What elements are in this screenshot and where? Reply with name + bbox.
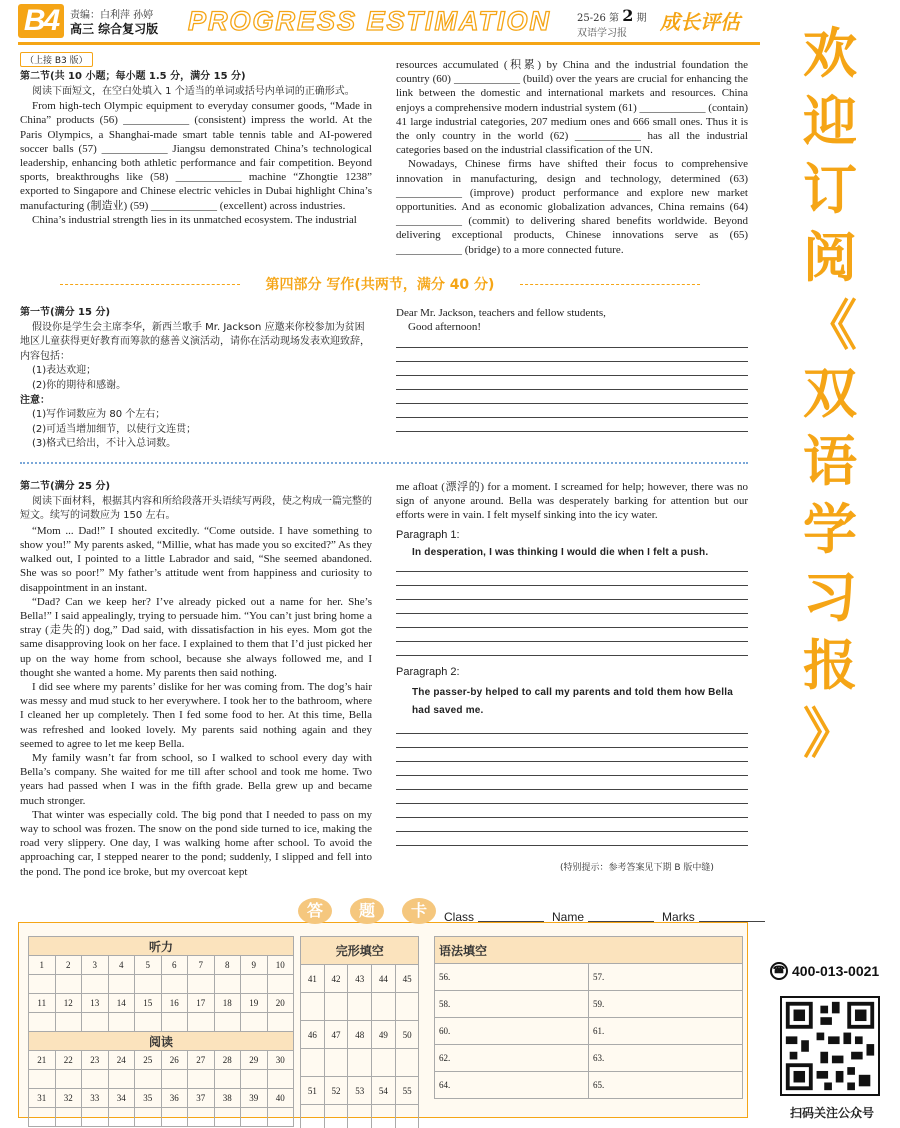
issue-prefix: 25-26 第 (577, 13, 620, 24)
answer-blank[interactable] (324, 1049, 348, 1077)
card-title-char: 卡 (402, 898, 436, 924)
answer-cell[interactable]: 50 (395, 1021, 419, 1049)
phone-number: 400-013-0021 (792, 963, 880, 979)
letter-answer-area (396, 306, 748, 432)
slogan-char: 订 (803, 158, 857, 221)
answer-cell[interactable]: 32 (55, 1089, 82, 1108)
letter-opening: Good afternoon! (408, 321, 482, 334)
answer-cell[interactable]: 10 (267, 956, 294, 975)
writing-lines[interactable] (396, 334, 748, 432)
edition-label: 高三 综合复习版 (70, 22, 159, 36)
qr-caption: 扫码关注公众号 (789, 1106, 874, 1120)
answer-blank[interactable] (241, 1013, 268, 1032)
grammar-answer-cell[interactable]: 57. (589, 964, 743, 991)
answer-blank[interactable] (55, 1070, 82, 1089)
paragraph-2-label: Paragraph 2: (396, 665, 460, 678)
answer-blank[interactable] (301, 1049, 325, 1077)
answer-cell[interactable]: 12 (55, 994, 82, 1013)
writing-line[interactable] (396, 642, 748, 656)
answer-blank[interactable] (372, 1105, 396, 1128)
section-instructions: 阅读下面短文，在空白处填入 1 个适当的单词或括号内单词的正确形式。 (32, 85, 355, 97)
answer-blank[interactable] (324, 993, 348, 1021)
answer-cell[interactable]: 18 (214, 994, 241, 1013)
writing-lines[interactable] (396, 558, 748, 656)
writing-line[interactable] (396, 748, 748, 762)
story-paragraph: I did see where my parents’ dislike for her was coming from. The dog’s hair was messy and mud stuck to her everywhere. I took her to the bathroom, where I cleaned her up completely. Then I fed some food to her. At this time, Bella was refreshed and looked lovely. My parents said nothing again and they seemed to agree to let me keep Bella. (20, 681, 372, 750)
answer-blank[interactable] (267, 1108, 294, 1127)
grammar-grid (434, 936, 743, 1099)
writing-line[interactable] (396, 628, 748, 642)
part-title: 第四部分 写作(共两节，满分 40 分) (265, 277, 495, 293)
writing-line[interactable] (396, 572, 748, 586)
writing-task-2-left (20, 480, 372, 879)
answer-cell[interactable]: 6 (161, 956, 188, 975)
answer-cell[interactable]: 48 (348, 1021, 372, 1049)
answer-cell[interactable]: 41 (301, 965, 325, 993)
answer-blank[interactable] (372, 1049, 396, 1077)
answer-cell[interactable]: 17 (188, 994, 215, 1013)
answer-cell[interactable]: 33 (82, 1089, 109, 1108)
slogan-char: 习 (803, 566, 857, 629)
answer-cell[interactable]: 21 (29, 1051, 56, 1070)
answer-blank[interactable] (301, 993, 325, 1021)
answer-blank[interactable] (108, 1070, 135, 1089)
grammar-answer-cell[interactable]: 61. (589, 1018, 743, 1045)
writing-line[interactable] (396, 348, 748, 362)
subscription-banner (760, 0, 900, 1128)
grammar-section-left (20, 70, 372, 227)
answer-blank[interactable] (55, 1013, 82, 1032)
answer-cell[interactable]: 23 (82, 1051, 109, 1070)
slogan-char: 报 (803, 634, 857, 697)
grammar-answer-cell[interactable]: 59. (589, 991, 743, 1018)
card-title-char: 题 (350, 898, 384, 924)
answer-cell[interactable]: 54 (372, 1077, 396, 1105)
answer-blank[interactable] (29, 1070, 56, 1089)
paragraph-1-opening: In desperation, I was thinking I would die when I felt a push. (412, 546, 709, 558)
answer-cell[interactable]: 51 (301, 1077, 325, 1105)
answer-blank[interactable] (267, 1070, 294, 1089)
answer-cell[interactable]: 34 (108, 1089, 135, 1108)
answer-blank[interactable] (214, 1070, 241, 1089)
answer-blank[interactable] (55, 975, 82, 994)
page-badge: B4 (18, 4, 64, 38)
cloze-grid (300, 936, 419, 1128)
qr-code-icon[interactable] (780, 996, 880, 1096)
answer-cell[interactable]: 8 (214, 956, 241, 975)
paragraph-1-label: Paragraph 1: (396, 528, 460, 541)
answer-cell[interactable]: 14 (108, 994, 135, 1013)
issue-number (577, 6, 647, 25)
writing-line[interactable] (396, 832, 748, 846)
answer-cell[interactable]: 36 (161, 1089, 188, 1108)
answer-blank[interactable] (29, 1013, 56, 1032)
grammar-answer-cell[interactable]: 56. (435, 964, 589, 991)
writing-line[interactable] (396, 390, 748, 404)
answer-cell[interactable]: 35 (135, 1089, 162, 1108)
task-note: (3)格式已给出，不计入总词数。 (32, 438, 177, 450)
answer-cell[interactable]: 20 (267, 994, 294, 1013)
slogan-char: 》 (803, 702, 857, 765)
answer-blank[interactable] (188, 1070, 215, 1089)
answer-cell[interactable]: 49 (372, 1021, 396, 1049)
answer-blank[interactable] (395, 1049, 419, 1077)
section-divider (20, 462, 748, 464)
answer-blank[interactable] (241, 1070, 268, 1089)
answer-blank[interactable] (214, 1013, 241, 1032)
answer-cell[interactable]: 28 (214, 1051, 241, 1070)
task-note: (1)写作词数应为 80 个左右； (32, 409, 166, 421)
class-label: Class (444, 910, 475, 924)
grid-header: 语法填空 (435, 937, 743, 964)
answer-cell[interactable]: 44 (372, 965, 396, 993)
answer-blank[interactable] (324, 1105, 348, 1128)
answer-blank[interactable] (108, 1013, 135, 1032)
writing-line[interactable] (396, 334, 748, 348)
writing-task-1 (20, 306, 372, 452)
writing-line[interactable] (396, 720, 748, 734)
answer-blank[interactable] (348, 1105, 372, 1128)
answer-cell[interactable]: 55 (395, 1077, 419, 1105)
grammar-answer-cell[interactable]: 58. (435, 991, 589, 1018)
answer-blank[interactable] (241, 975, 268, 994)
answer-blank[interactable] (241, 1108, 268, 1127)
writing-line[interactable] (396, 586, 748, 600)
answer-blank[interactable] (267, 975, 294, 994)
answer-blank[interactable] (214, 975, 241, 994)
phone-icon: ☎ (770, 962, 788, 980)
answer-cell[interactable]: 11 (29, 994, 56, 1013)
section-title: 第二节(共 10 小题；每小题 1.5 分，满分 15 分) (20, 71, 246, 82)
answer-cell[interactable]: 38 (214, 1089, 241, 1108)
slogan-char: 双 (803, 362, 857, 425)
answer-blank[interactable] (29, 1108, 56, 1127)
grammar-answer-cell[interactable]: 60. (435, 1018, 589, 1045)
story-paragraph: That winter was especially cold. The big pond that I needed to pass on my way to school was frozen. The snow on the pond side turned to ice, making the road very slippery. One day, I was walking home after school. To avoid the approaching car, I stepped nearer to the pond; suddenly, I slipped and fell into the pond. The pond ice broke, but my overcoat kept (20, 808, 372, 878)
writing-lines[interactable] (396, 720, 748, 846)
passage-paragraph: From high-tech Olympic equipment to everyday consumer goods, “Made in China” products (56) ____________ (consistent) impress the world. At the Paris Olympics, a Shanghai-made smart table tennis table and AI-powered soccer balls (57) ____________ Jiangsu demonstrated China’s technological leadership, enhancing both athletic performance and fair competition. Beyond sports, breakthroughs like (58) ____________ machine “Zhongtie 1238” exported to Singapore and Chinese electric vehicles in Dubai highlight China’s manufacturing (制造业) (59) ____________ (excellent) across industries. (20, 100, 372, 212)
answer-cell[interactable]: 22 (55, 1051, 82, 1070)
task-note: (2)可适当增加细节，以使行文连贯； (32, 423, 197, 435)
task-instructions: 阅读下面材料，根据其内容和所给段落开头语续写两段，使之构成一篇完整的短文。续写的词数应为 150 左右。 (20, 495, 372, 522)
writing-line[interactable] (396, 376, 748, 390)
answer-blank[interactable] (108, 1108, 135, 1127)
answer-cell[interactable]: 19 (241, 994, 268, 1013)
grid-header: 听力 (29, 937, 294, 956)
answer-blank[interactable] (395, 993, 419, 1021)
answer-blank[interactable] (301, 1105, 325, 1128)
notes-title: 注意： (20, 394, 50, 406)
answer-blank[interactable] (161, 975, 188, 994)
writing-line[interactable] (396, 804, 748, 818)
answer-cell[interactable]: 31 (29, 1089, 56, 1108)
issue-suffix: 期 (636, 13, 647, 24)
listening-reading-grid (28, 936, 294, 1127)
writing-line[interactable] (396, 790, 748, 804)
passage-paragraph: China’s industrial strength lies in its unmatched ecosystem. The industrial (32, 213, 357, 226)
letter-greeting: Dear Mr. Jackson, teachers and fellow students, (396, 307, 606, 319)
writing-line[interactable] (396, 404, 748, 418)
answer-blank[interactable] (161, 1013, 188, 1032)
writing-line[interactable] (396, 614, 748, 628)
slogan-char: 欢 (803, 22, 857, 85)
task-point: (2)你的期待和感谢。 (32, 379, 127, 391)
grammar-section-right (396, 58, 748, 257)
answer-cell[interactable]: 16 (161, 994, 188, 1013)
student-info (444, 910, 769, 924)
slogan-char: 迎 (803, 90, 857, 153)
answer-cell[interactable]: 47 (324, 1021, 348, 1049)
issue-no: 2 (622, 6, 634, 25)
answer-cell[interactable]: 2 (55, 956, 82, 975)
writing-line[interactable] (396, 362, 748, 376)
answer-cell[interactable]: 4 (108, 956, 135, 975)
answer-card-title (298, 898, 436, 924)
answer-cell[interactable]: 9 (241, 956, 268, 975)
answer-cell[interactable]: 13 (82, 994, 109, 1013)
writing-line[interactable] (396, 734, 748, 748)
answer-cell[interactable]: 39 (241, 1089, 268, 1108)
paper-name: 双语学习报 (577, 28, 627, 39)
name-field[interactable] (588, 910, 654, 922)
grammar-answer-cell[interactable]: 62. (435, 1045, 589, 1072)
answer-blank[interactable] (161, 1070, 188, 1089)
slogan-char: 《 (803, 294, 857, 357)
answer-blank[interactable] (188, 975, 215, 994)
story-continuation: me afloat (漂浮的) for a moment. I screamed for help; however, there was no sign of anyone around. Bella was desperately barking for attention but our efforts were in vain. I felt myself sinking into the icy water. (396, 481, 748, 522)
card-title-char: 答 (298, 898, 332, 924)
answer-blank[interactable] (135, 975, 162, 994)
answer-blank[interactable] (108, 975, 135, 994)
answer-blank[interactable] (29, 975, 56, 994)
answer-cell[interactable]: 5 (135, 956, 162, 975)
answer-cell[interactable]: 15 (135, 994, 162, 1013)
answer-blank[interactable] (348, 993, 372, 1021)
answer-blank[interactable] (82, 1108, 109, 1127)
grammar-answer-cell[interactable]: 63. (589, 1045, 743, 1072)
section-title: 第二节(满分 25 分) (20, 481, 111, 492)
answer-blank[interactable] (135, 1013, 162, 1032)
answer-cell[interactable]: 24 (108, 1051, 135, 1070)
answer-blank[interactable] (161, 1108, 188, 1127)
story-paragraph: “Mom ... Dad!” I shouted excitedly. “Come outside. I have something to show you!” My parents asked, “Millie, what has made you so excited?” As they walked out, I pointed to a little Labrador and said, “She seemed abandoned. She was so poor!” My father’s attitude went from happiness and curiosity to disappointment in an instant. (20, 524, 372, 594)
task-point: (1)表达欢迎； (32, 365, 97, 377)
story-paragraph: “Dad? Can we keep her? I’ve already picked out a name for her. She’s Bella!” I said appealingly, trying to persuade him. “You can’t just bring home a stray (走失的) dog,” Dad said, with dissatisfaction in his eyes. Mom got the same disapproving look on her face. I explained to them that I’d just picked her up on the way home from school, because she always followed me, and I thought she wanted a home. My parents then said nothing. (20, 595, 372, 679)
answer-blank[interactable] (348, 1049, 372, 1077)
answer-card (18, 894, 748, 1120)
section-brand: PROGRESS ESTIMATION (188, 6, 552, 36)
marks-field[interactable] (699, 910, 765, 922)
answer-blank[interactable] (55, 1108, 82, 1127)
answer-blank[interactable] (135, 1070, 162, 1089)
answer-blank[interactable] (188, 1013, 215, 1032)
answer-cell[interactable]: 30 (267, 1051, 294, 1070)
writing-line[interactable] (396, 558, 748, 572)
writing-line[interactable] (396, 776, 748, 790)
marks-label: Marks (662, 910, 695, 924)
page-header (0, 0, 760, 44)
grammar-answer-cell[interactable]: 64. (435, 1072, 589, 1099)
answer-blank[interactable] (82, 975, 109, 994)
hotline (770, 962, 879, 980)
passage-paragraph: resources accumulated (积累) by China and the industrial foundation the country (60) ____________ (build) over the years are crucial for enhancing the link between the domestic and international markets and resources. China enjoys a comprehensive modern industrial system (61) ____________ (contain) 41 large industrial categories, 207 medium ones and 666 small ones. Thus it is the only country in the world (62) ____________ has all the industrial categories based on the industrial classification of the UN. (396, 59, 748, 157)
grid-header: 完形填空 (301, 937, 419, 965)
grammar-answer-cell[interactable]: 65. (589, 1072, 743, 1099)
answer-cell[interactable]: 29 (241, 1051, 268, 1070)
answer-blank[interactable] (188, 1108, 215, 1127)
answer-blank[interactable] (82, 1070, 109, 1089)
answer-blank[interactable] (267, 1013, 294, 1032)
answer-cell[interactable]: 37 (188, 1089, 215, 1108)
slogan-char: 阅 (803, 226, 857, 289)
header-divider (18, 42, 760, 45)
answer-cell[interactable]: 52 (324, 1077, 348, 1105)
answer-cell[interactable]: 26 (161, 1051, 188, 1070)
answer-cell[interactable]: 45 (395, 965, 419, 993)
writing-line[interactable] (396, 418, 748, 432)
answer-cell[interactable]: 3 (82, 956, 109, 975)
writing-line[interactable] (396, 818, 748, 832)
answer-cell[interactable]: 43 (348, 965, 372, 993)
subscription-slogan (770, 20, 890, 768)
writing-line[interactable] (396, 600, 748, 614)
continued-note: （上接 B3 版） (20, 52, 93, 67)
writing-line[interactable] (396, 762, 748, 776)
answer-cell[interactable]: 42 (324, 965, 348, 993)
answer-cell[interactable]: 1 (29, 956, 56, 975)
editor-credit: 责编：白利萍 孙婷 (70, 10, 154, 21)
name-label: Name (552, 910, 585, 924)
section-title: 第一节(满分 15 分) (20, 307, 111, 318)
grid-header: 阅读 (29, 1032, 294, 1051)
story-paragraph: My family wasn’t far from school, so I walked to school every day with Bella’s company. She waited for me till after school and took me home. Two years had passed when I was in the fifth grade. Bella grew up and became much stronger. (20, 752, 372, 807)
slogan-char: 学 (803, 498, 857, 561)
answer-cell[interactable]: 53 (348, 1077, 372, 1105)
task-prompt: 假设你是学生会主席李华，新西兰歌手 Mr. Jackson 应邀来你校参加为贫困地区儿童获得更好教育而筹款的慈善义演活动，请你在活动现场发表欢迎致辞，内容包括： (20, 321, 370, 362)
answer-blank[interactable] (214, 1108, 241, 1127)
answer-cell[interactable]: 27 (188, 1051, 215, 1070)
answer-blank[interactable] (135, 1108, 162, 1127)
answer-cell[interactable]: 25 (135, 1051, 162, 1070)
slogan-char: 语 (803, 430, 857, 493)
growth-logo: 成长评估 (660, 10, 740, 34)
answer-blank[interactable] (395, 1105, 419, 1128)
answer-blank[interactable] (82, 1013, 109, 1032)
answer-cell[interactable]: 46 (301, 1021, 325, 1049)
passage-paragraph: Nowadays, Chinese firms have shifted their focus to comprehensive innovation in manufacturing, design and technology, determined (63) ____________ (improve) product performance and explore new market opportunities. And as economic globalization advances, China remains (64) ____________ (commit) to delivering shared benefits worldwide. Beyond delivering exceptional products, Chinese innovations serve as (65) ____________ (bridge) to a more connected future. (396, 158, 748, 256)
answer-tip: (特别提示：参考答案见下期 B 版中缝) (560, 863, 714, 873)
writing-task-2-right (396, 480, 748, 846)
answer-cell[interactable]: 7 (188, 956, 215, 975)
answer-blank[interactable] (372, 993, 396, 1021)
answer-cell[interactable]: 40 (267, 1089, 294, 1108)
paragraph-2-opening: The passer-by helped to call my parents and told them how Bella had saved me. (412, 686, 733, 716)
class-field[interactable] (478, 910, 544, 922)
